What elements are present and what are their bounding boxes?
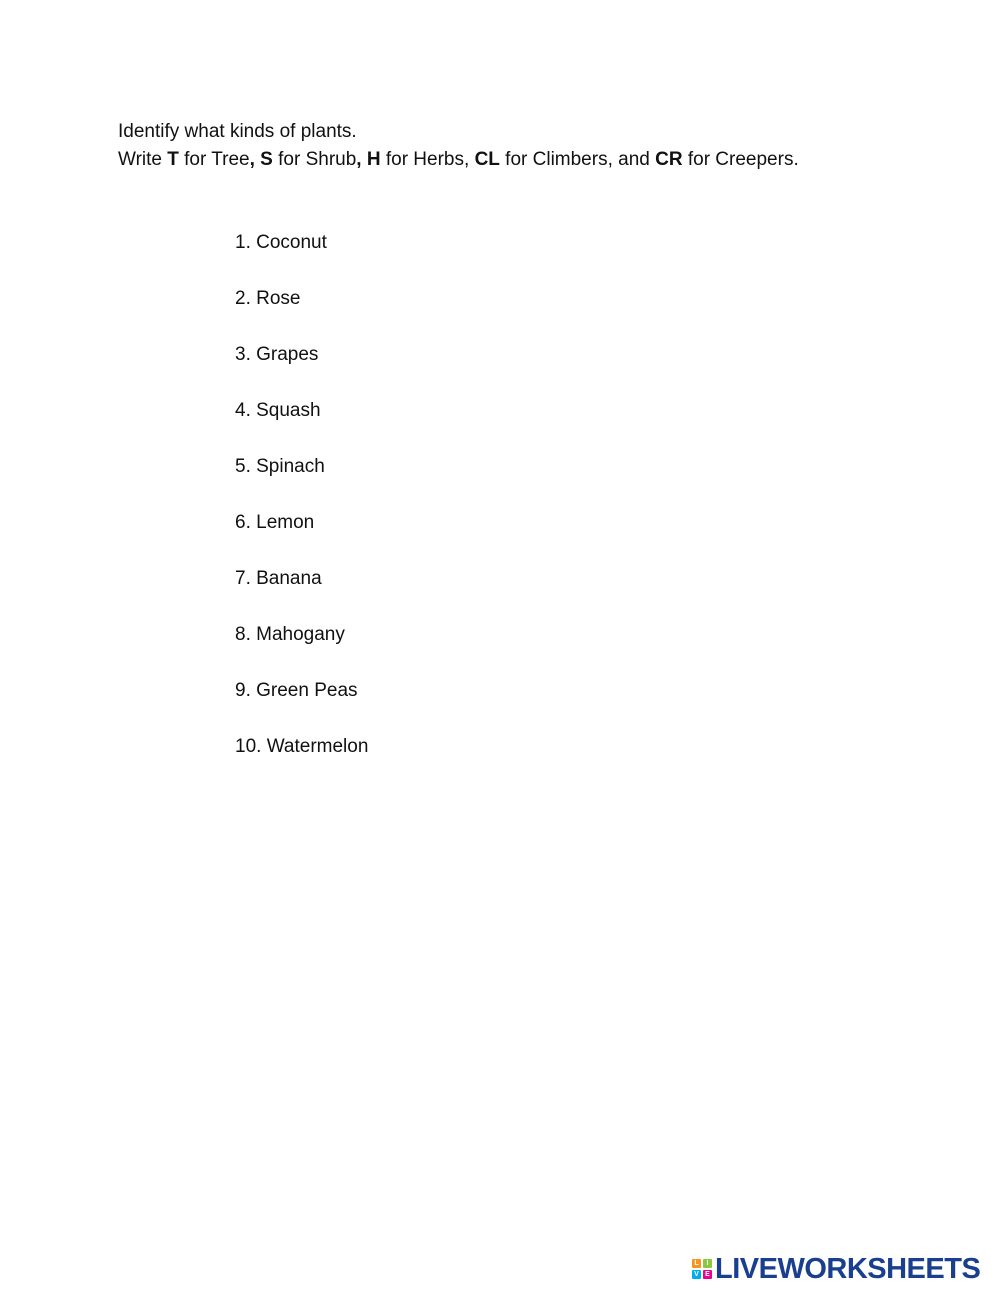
instruction-text: for Tree (178, 149, 250, 170)
list-item: 9. Green Peas (235, 680, 358, 701)
list-item: 4. Squash (235, 400, 321, 421)
logo-block: L (692, 1259, 701, 1268)
instruction-line-1: Identify what kinds of plants. (118, 121, 357, 142)
list-item: 7. Banana (235, 568, 322, 589)
list-item: 5. Spinach (235, 456, 325, 477)
logo-block: I (703, 1259, 712, 1268)
list-item: 2. Rose (235, 288, 301, 309)
key-creepers: CR (655, 149, 683, 170)
liveworksheets-logo (692, 1254, 980, 1284)
instruction-text: for Shrub (272, 149, 357, 170)
instructions (118, 118, 799, 174)
logo-block: E (703, 1270, 712, 1279)
list-item: 3. Grapes (235, 344, 319, 365)
instruction-text: Write (118, 149, 168, 170)
list-item: 10. Watermelon (235, 736, 369, 757)
list-item: 1. Coconut (235, 232, 327, 253)
key-climbers: CL (474, 149, 500, 170)
instruction-text: for Creepers. (682, 149, 799, 170)
instruction-line-2 (118, 146, 799, 174)
list-item: 8. Mahogany (235, 624, 345, 645)
logo-block: V (692, 1270, 701, 1279)
logo-text: LIVEWORKSHEETS (715, 1253, 981, 1285)
plant-list (235, 229, 368, 789)
key-tree: T (167, 149, 179, 170)
key-shrub: , S (249, 149, 273, 170)
logo-icon (692, 1259, 712, 1279)
instruction-text: for Herbs, (380, 149, 475, 170)
instruction-text: for Climbers, and (499, 149, 656, 170)
list-item: 6. Lemon (235, 512, 315, 533)
key-herbs: , H (356, 149, 381, 170)
